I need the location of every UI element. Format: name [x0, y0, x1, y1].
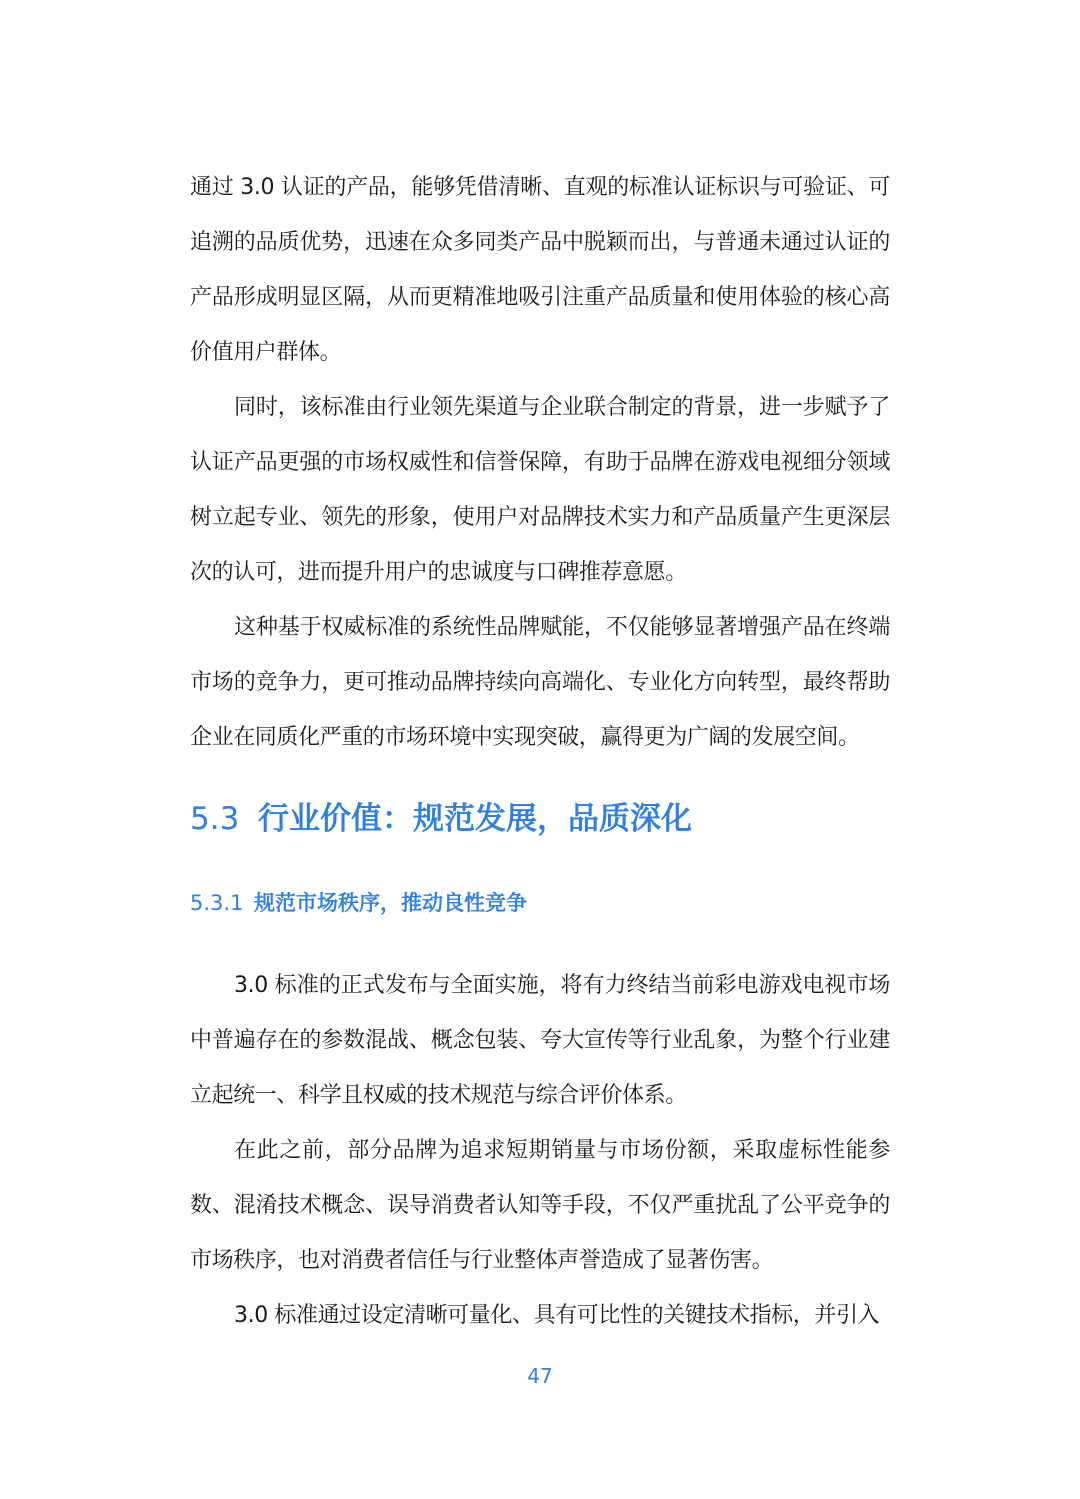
page-number: 47: [527, 1364, 553, 1388]
paragraph: 这种基于权威标准的系统性品牌赋能，不仅能够显著增强产品在终端市场的竞争力，更可推动品牌持续向高端化、专业化方向转型，最终帮助企业在同质化严重的市场环境中实现突破，赢得更为广阔的发展空间。: [190, 615, 890, 750]
section-heading: [190, 795, 692, 843]
paragraph: 在此之前，部分品牌为追求短期销量与市场份额，采取虚标性能参数、混淆技术概念、误导消费者认知等手段，不仅严重扰乱了公平竞争的市场秩序，也对消费者信任与行业整体声誉造成了显著伤害。: [190, 1138, 890, 1273]
section-title: 行业价值：规范发展，品质深化: [258, 801, 692, 837]
paragraph: 3.0 标准通过设定清晰可量化、具有可比性的关键技术指标，并引入: [234, 1303, 880, 1328]
section-number: 5.3: [190, 801, 240, 837]
paragraph: 同时，该标准由行业领先渠道与企业联合制定的背景，进一步赋予了认证产品更强的市场权威性和信誉保障，有助于品牌在游戏电视细分领域树立起专业、领先的形象，使用户对品牌技术实力和产品质量产生更深层次的认可，进而提升用户的忠诚度与口碑推荐意愿。: [190, 395, 890, 585]
subsection-number: 5.3.1: [190, 891, 244, 915]
paragraph: 3.0 标准的正式发布与全面实施，将有力终结当前彩电游戏电视市场中普遍存在的参数混战、概念包装、夸大宣传等行业乱象，为整个行业建立起统一、科学且权威的技术规范与综合评价体系。: [190, 973, 890, 1108]
paragraph: 通过 3.0 认证的产品，能够凭借清晰、直观的标准认证标识与可验证、可追溯的品质优势，迅速在众多同类产品中脱颖而出，与普通未通过认证的产品形成明显区隔，从而更精准地吸引注重产品质量和使用体验的核心高价值用户群体。: [190, 175, 890, 365]
subsection-heading: [190, 885, 527, 921]
subsection-title: 规范市场秩序，推动良性竞争: [254, 891, 527, 915]
section-a-body: [190, 160, 890, 765]
section-b-body: [190, 958, 890, 1343]
